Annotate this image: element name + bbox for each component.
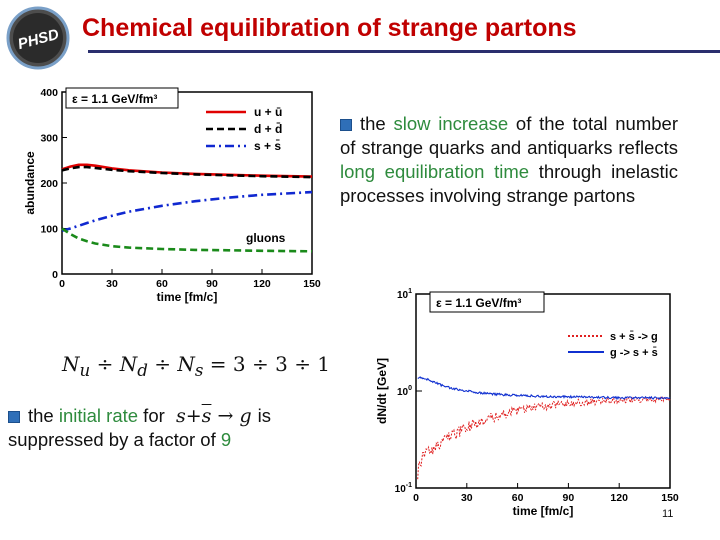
x-tick-label: 30 <box>460 492 473 504</box>
rate-chart <box>368 286 688 526</box>
annotation-box <box>430 292 544 312</box>
series-line-2 <box>62 192 312 231</box>
legend-label: u + ū <box>254 105 283 119</box>
x-tick-label: 150 <box>303 278 321 290</box>
bullet-checkbox-icon <box>8 411 20 423</box>
y-tick-label: 300 <box>40 132 58 145</box>
svg-text:ε = 1.1 GeV/fm³: ε = 1.1 GeV/fm³ <box>436 296 522 310</box>
y-tick-label: 200 <box>40 178 58 190</box>
legend-label: s + s̄ -> g <box>610 331 658 343</box>
series-line-0 <box>418 398 670 480</box>
legend-label: s + s̄ <box>254 139 282 153</box>
process-formula: $s+\overline{s} \to g$ <box>175 405 252 427</box>
plot-frame <box>416 294 670 488</box>
abundance-chart <box>10 84 330 314</box>
x-tick-label: 0 <box>413 492 419 504</box>
ratio-formula: $N_u \div N_d \div N_s = 3 \div 3 \div 1$ <box>62 352 331 380</box>
series-line-1 <box>62 167 312 177</box>
x-tick-label: 0 <box>59 278 65 290</box>
svg-text:ε = 1.1 GeV/fm³: ε = 1.1 GeV/fm³ <box>72 92 158 106</box>
annotation-box <box>66 88 178 108</box>
x-tick-label: 150 <box>661 492 679 504</box>
y-tick-label: 0 <box>52 269 58 281</box>
x-tick-label: 30 <box>106 278 118 290</box>
y-axis-label: dN/dt [GeV] <box>375 358 389 424</box>
series-line-1 <box>418 377 670 399</box>
legend-label: g -> s + s̄ <box>610 347 658 359</box>
y-tick-label: $10^1$ <box>396 288 412 301</box>
x-axis-label: time [fm/c] <box>156 290 218 304</box>
slide-title: Chemical equilibration of strange partons <box>82 14 577 42</box>
legend-label: d + d̄ <box>254 122 283 136</box>
bullet-checkbox-icon <box>340 119 352 131</box>
x-tick-label: 60 <box>511 492 524 504</box>
phsd-logo <box>6 6 70 70</box>
x-axis-label: time [fm/c] <box>512 504 574 518</box>
y-axis-label: abundance <box>23 151 37 215</box>
title-underline <box>88 50 720 53</box>
y-tick-label: $10^0$ <box>396 385 412 398</box>
x-tick-label: 90 <box>206 278 218 290</box>
legend <box>568 331 658 359</box>
y-tick-label: 400 <box>40 87 58 99</box>
page-number: 11 <box>662 508 674 520</box>
y-tick-label: $10^{-1}$ <box>394 482 412 495</box>
logo-text: PHSD <box>16 25 61 54</box>
gluons-label: gluons <box>246 231 286 245</box>
bullet-slow-increase: the slow increase of the total number of strange quarks and antiquarks reflects long equilibration time through inelastic processes involving strange partons <box>340 113 678 206</box>
x-tick-label: 120 <box>610 492 628 504</box>
y-tick-label: 100 <box>40 223 58 236</box>
bullet-initial-rate: the initial rate for $s+\overline{s} \to g$ is suppressed by a factor of 9 <box>8 405 272 450</box>
x-tick-label: 60 <box>156 278 168 290</box>
x-tick-label: 90 <box>562 492 575 504</box>
x-tick-label: 120 <box>253 278 271 290</box>
legend <box>206 105 282 153</box>
plot-frame <box>62 92 312 274</box>
